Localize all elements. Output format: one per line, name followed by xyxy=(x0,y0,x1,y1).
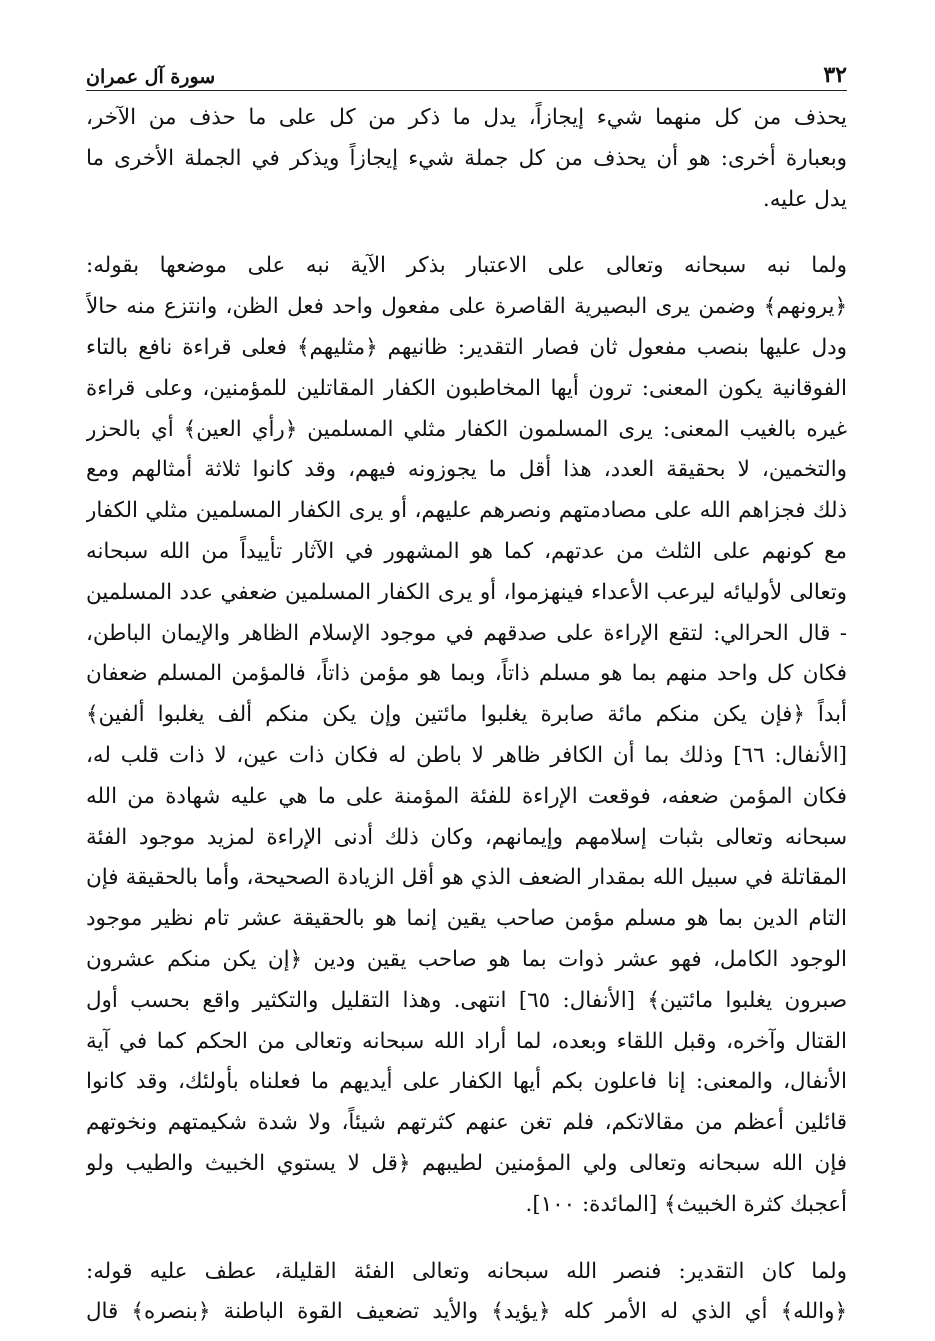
text-line: مع كونهم على الثلث من عدتهم، كما هو المشهور في الآثار تأييداً من الله سبحانه xyxy=(86,538,847,564)
text-line: ولما كان التقدير: فنصر الله سبحانه وتعالى الفئة القليلة، عطف عليه قوله: xyxy=(86,1258,847,1284)
text-line: التام الدين بما هو مسلم مؤمن صاحب يقين إنما هو بالحقيقة عشر تام نظير موجود xyxy=(86,906,847,932)
page-body xyxy=(86,98,847,1333)
paragraph xyxy=(86,246,847,1225)
text-line: فإن الله سبحانه وتعالى ولي المؤمنين لطيبهم ﴿قل لا يستوي الخبيث والطيب ولو xyxy=(86,1150,847,1176)
text-line: غيره بالغيب المعنى: يرى المسلمون الكفار مثلي المسلمين ﴿رأي العين﴾ أي بالحزر xyxy=(86,416,847,442)
text-line: قائلين أعظم من مقالاتكم، فلم تغن عنهم كثرتهم شيئاً، ولا شدة شكيمتهم ونخوتهم xyxy=(86,1110,847,1136)
text-line: أعجبك كثرة الخبيث﴾ [المائدة: ١٠٠]. xyxy=(525,1191,847,1217)
header-rule xyxy=(86,90,847,91)
page-header xyxy=(86,50,847,88)
text-line: الوجود الكامل، فهو عشر ذوات بما هو صاحب يقين ودين ﴿إن يكن منكم عشرون xyxy=(86,946,847,972)
text-line: ﴿والله﴾ أي الذي له الأمر كله ﴿يؤيد﴾ والأيد تضعيف القوة الباطنة ﴿بنصره﴾ قال xyxy=(86,1299,847,1325)
text-line: يدل عليه. xyxy=(762,186,847,212)
surah-title: سورة آل عمران xyxy=(86,66,216,88)
text-line: وتعالى لأوليائه ليرعب الأعداء فينهزموا، أو يرى الكفار المسلمين ضعفي عدد المسلمين xyxy=(86,579,847,605)
text-line: ولما نبه سبحانه وتعالى على الاعتبار بذكر الآية نبه على موضعها بقوله: xyxy=(86,253,847,279)
text-line: القتال وآخره، وقبل اللقاء وبعده، لما أراد الله سبحانه وتعالى من الحكم كما في آية xyxy=(86,1028,847,1054)
paragraph xyxy=(86,98,847,220)
text-line: وبعبارة أخرى: هو أن يحذف من كل جملة شيء إيجازاً ويذكر في الجملة الأخرى ما xyxy=(86,145,847,171)
text-line: صبرون يغلبوا مائتين﴾ [الأنفال: ٦٥] انتهى. وهذا التقليل والتكثير واقع بحسب أول xyxy=(86,987,847,1013)
text-line: ذلك فجزاهم الله على مصادمتهم ونصرهم عليهم، أو يرى الكفار المسلمين مثلي الكفار xyxy=(86,498,847,524)
text-line: يحذف من كل منهما شيء إيجازاً، يدل ما ذكر من كل على ما حذف من الآخر، xyxy=(86,105,847,130)
text-line: فكان كل واحد منهم بما هو مسلم ذاتاً، وبما هو مؤمن ذاتاً، فالمؤمن المسلم ضعفان xyxy=(86,661,847,687)
page-number: ٣٢ xyxy=(823,62,847,88)
paragraph-gap xyxy=(86,1226,847,1252)
text-line: ﴿يرونهم﴾ وضمن يرى البصيرية القاصرة على مفعول واحد فعل الظن، وانتزع منه حالاً xyxy=(86,294,847,320)
text-line: ودل عليها بنصب مفعول ثان فصار التقدير: ظانيهم ﴿مثليهم﴾ فعلى قراءة نافع بالتاء xyxy=(86,334,847,360)
paragraph xyxy=(86,1252,847,1334)
text-line: الفوقانية يكون المعنى: ترون أيها المخاطبون الكفار المقاتلين للمؤمنين، وعلى قراءة xyxy=(86,375,847,401)
text-line: فكان المؤمن ضعفه، فوقعت الإراءة للفئة المؤمنة على ما هي عليه شهادة من الله xyxy=(86,783,847,809)
text-line: أبداً ﴿فإن يكن منكم مائة صابرة يغلبوا مائتين وإن يكن منكم ألف يغلبوا ألفين﴾ xyxy=(86,702,847,728)
text-line: [الأنفال: ٦٦] وذلك بما أن الكافر ظاهر لا باطن له فكان ذات عين، لا ذات قلب له، xyxy=(86,742,847,768)
paragraph-gap xyxy=(86,220,847,246)
text-line: سبحانه وتعالى بثبات إسلامهم وإيمانهم، وكان ذلك أدنى الإراءة لمزيد موجود الفئة xyxy=(86,824,847,850)
text-line: - قال الحرالي: لتقع الإراءة على صدقهم في موجود الإسلام الظاهر والإيمان الباطن، xyxy=(86,620,847,646)
text-line: والتخمين، لا بحقيقة العدد، هذا أقل ما يجوزونه فيهم، وقد كانوا ثلاثة أمثالهم ومع xyxy=(86,457,847,483)
text-line: الأنفال، والمعنى: إنا فاعلون بكم أيها الكفار على أيديهم ما فعلناه بأولئك، وقد كانوا xyxy=(86,1069,847,1095)
text-line: المقاتلة في سبيل الله بمقدار الضعف الذي هو أقل الزيادة الصحيحة، وأما بالحقيقة فإن xyxy=(86,865,847,891)
